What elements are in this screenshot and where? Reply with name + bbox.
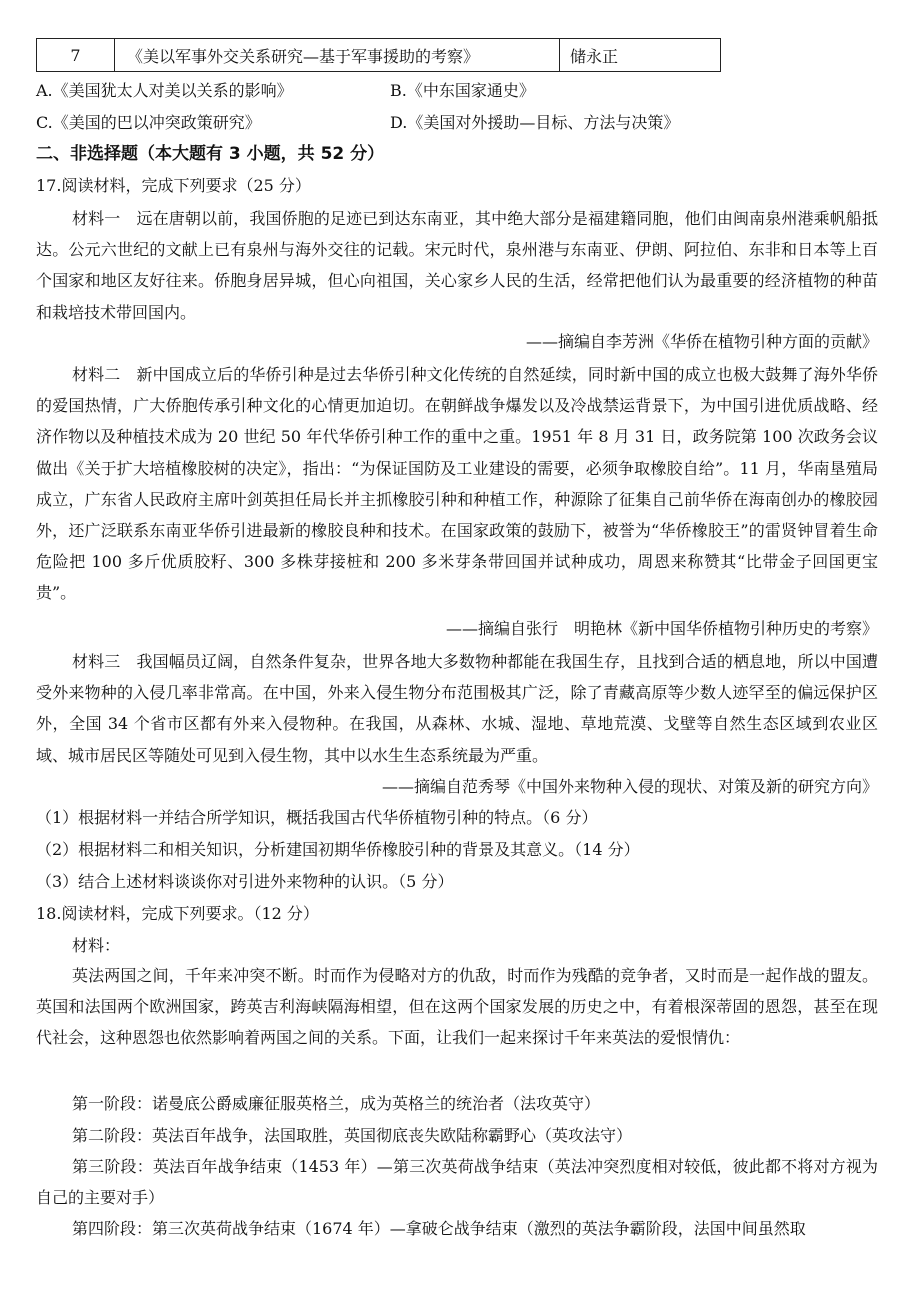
stage-1: 第一阶段：诺曼底公爵威廉征服英格兰，成为英格兰的统治者（法攻英守） bbox=[72, 1094, 601, 1113]
option-b: B.《中东国家通史》 bbox=[390, 81, 535, 100]
q17-material-2 bbox=[36, 359, 878, 609]
material-2-label: 材料二 bbox=[72, 365, 121, 384]
stage-4: 第四阶段：第三次英荷战争结束（1674 年）—拿破仑战争结束（激烈的英法争霸阶段，法国中间虽然取 bbox=[72, 1219, 806, 1238]
q17-title: 17.阅读材料，完成下列要求（25 分） bbox=[36, 176, 311, 195]
option-d: D.《美国对外援助—目标、方法与决策》 bbox=[390, 113, 680, 132]
material-2-text: 新中国成立后的华侨引种是过去华侨引种文化传统的自然延续，同时新中国的成立也极大鼓舞了海外华侨的爱国热情，广大侨胞传承引种文化的心情更加迫切。在朝鲜战争爆发以及冷战禁运背景下，为中国引进优质战略、经济作物以及种植技术成为 20 世纪 50 年代华侨引种工作的重中之重。1951 年 8 月 31 日，政务院第 100 次政务会议做出《关于扩大培植橡胶树的决定》，指出：“为保证国防及工业建设的需要，必须争取橡胶自给”。11 月，华南垦殖局成立，广东省人民政府主席叶剑英担任局长并主抓橡胶引种和种植工作，种源除了征集自己前华侨在海南创办的橡胶园外，还广泛联系东南亚华侨引进最新的橡胶良种和技术。在国家政策的鼓励下，被誉为“华侨橡胶王”的雷贤钟冒着生命危险把 100 多斤优质胶籽、300 多株芽接桩和 200 多米芽条带回国并试种成功，周恩来称赞其“比带金子回国更宝贵”。 bbox=[36, 365, 878, 603]
material-1-source: ——摘编自李芳洲《华侨在植物引种方面的贡献》 bbox=[525, 332, 878, 351]
material-1-text: 远在唐朝以前，我国侨胞的足迹已到达东南亚，其中绝大部分是福建籍同胞，他们由闽南泉州港乘帆船抵达。公元六世纪的文献上已有泉州与海外交往的记载。宋元时代，泉州港与东南亚、伊朗、阿拉伯、东非和日本等上百个国家和地区友好往来。侨胞身居异城，但心向祖国，关心家乡人民的生活，经常把他们认为最重要的经济植物的种苗和栽培技术带回国内。 bbox=[36, 209, 878, 322]
option-a: A.《美国犹太人对美以关系的影响》 bbox=[36, 81, 293, 100]
material-3-label: 材料三 bbox=[72, 652, 121, 671]
material-3-source: ——摘编自范秀琴《中国外来物种入侵的现状、对策及新的研究方向》 bbox=[381, 777, 878, 796]
material-1-label: 材料一 bbox=[72, 209, 121, 228]
table-cell-number: 7 bbox=[37, 39, 115, 71]
table-cell-title: 《美以军事外交关系研究—基于军事援助的考察》 bbox=[115, 39, 560, 71]
stage-2: 第二阶段：英法百年战争，法国取胜，英国彻底丧失欧陆称霸野心（英攻法守） bbox=[72, 1126, 633, 1145]
option-c: C.《美国的巴以冲突政策研究》 bbox=[36, 113, 261, 132]
material-2-source: ——摘编自张行 明艳林《新中国华侨植物引种历史的考察》 bbox=[445, 619, 878, 638]
material-3-text: 我国幅员辽阔，自然条件复杂，世界各地大多数物种都能在我国生存，且找到合适的栖息地，所以中国遭受外来物种的入侵几率非常高。在中国，外来入侵生物分布范围极其广泛，除了青藏高原等少数人迹罕至的偏远保护区外，全国 34 个省市区都有外来入侵物种。在我国，从森林、水城、湿地、草地荒漠、戈壁等自然生态区域到农业区域、城市居民区等随处可见到入侵生物，其中以水生生态系统最为严重。 bbox=[36, 652, 878, 765]
table-cell-author: 储永正 bbox=[570, 46, 619, 66]
q18-title: 18.阅读材料，完成下列要求。（12 分） bbox=[36, 904, 319, 923]
q17-sub-question-3: （3）结合上述材料谈谈你对引进外来物种的认识。（5 分） bbox=[36, 872, 454, 891]
q18-intro: 英法两国之间，千年来冲突不断。时而作为侵略对方的仇敌，时而作为残酷的竞争者，又时而是一起作战的盟友。英国和法国两个欧洲国家，跨英吉利海峡隔海相望，但在这两个国家发展的历史之中，有着根深蒂固的恩怨，甚至在现代社会，这种恩怨也依然影响着两国之间的关系。下面，让我们一起来探讨千年来英法的爱恨情仇： bbox=[36, 966, 878, 1048]
q17-sub-question-1: （1）根据材料一并结合所学知识，概括我国古代华侨植物引种的特点。（6 分） bbox=[36, 808, 598, 827]
q17-sub-question-2: （2）根据材料二和相关知识，分析建国初期华侨橡胶引种的背景及其意义。（14 分） bbox=[36, 840, 640, 859]
stage-3: 第三阶段：英法百年战争结束（1453 年）—第三次英荷战争结束（英法冲突烈度相对较低，彼此都不将对方视为自己的主要对手） bbox=[36, 1157, 878, 1208]
reference-table-row bbox=[36, 38, 721, 72]
section-heading: 二、非选择题（本大题有 3 小题，共 52 分） bbox=[36, 144, 385, 164]
q17-material-1 bbox=[36, 203, 878, 328]
q17-material-3 bbox=[36, 646, 878, 771]
q18-material-label: 材料： bbox=[72, 936, 121, 955]
